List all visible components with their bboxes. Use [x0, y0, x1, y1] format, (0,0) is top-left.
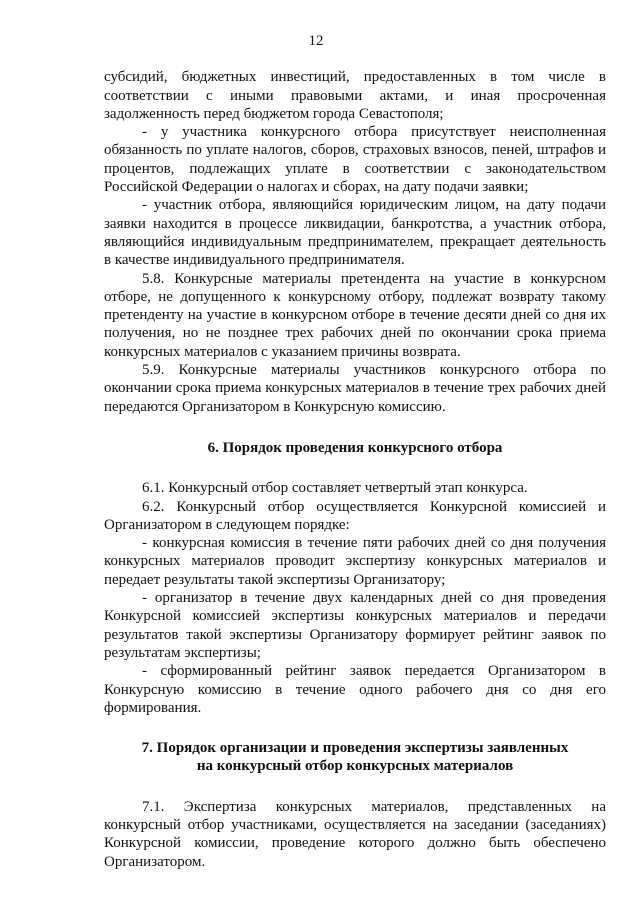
section-7-heading [104, 739, 606, 776]
paragraph-7-1: 7.1. Экспертиза конкурсных материалов, представленных на конкурсный отбор участниками, осуществляется на заседании (заседаниях) Конкурсной комиссии, проведение которого должно быть обеспечено Организатором. [104, 798, 606, 870]
paragraph-subsidy-debt: субсидий, бюджетных инвестиций, предоставленных в том числе в соответствии с иными правовыми актами, и иная просроченная задолженность перед бюджетом города Севастополя; [104, 69, 606, 122]
paragraph-tax-obligation: - у участника конкурсного отбора присутствует неисполненная обязанность по уплате налогов, сборов, страховых взносов, пеней, штрафов и процентов, подлежащих уплате в соответствии с законодательством Российской Федерации о налогах и сборах, на дату подачи заявки; [104, 124, 606, 196]
paragraph-6-2: 6.2. Конкурсный отбор осуществляется Конкурсной комиссией и Организатором в следующем порядке: [104, 498, 606, 533]
section-6-body [104, 479, 606, 717]
section-6-heading: 6. Порядок проведения конкурсного отбора [207, 439, 503, 456]
paragraph-6-2-item-1: - конкурсная комиссия в течение пяти рабочих дней со дня получения конкурсных материалов проводит экспертизу конкурсных материалов и передает результаты такой экспертизы Организатору; [104, 535, 606, 588]
section-7-heading-line-2: на конкурсный отбор конкурсных материалов [196, 758, 514, 775]
section-7-heading-line-1: 7. Порядок организации и проведения экспертизы заявленных [141, 740, 569, 757]
paragraph-5-9: 5.9. Конкурсные материалы участников конкурсного отбора по окончании срока приема конкурсных материалов в течение трех рабочих дней передаются Организатором в Конкурсную комиссию. [104, 362, 606, 415]
page-number: 12 [308, 33, 324, 49]
paragraph-6-2-item-3: - сформированный рейтинг заявок передается Организатором в Конкурсную комиссию в течение одного рабочего дня со дня его формирования. [104, 663, 606, 716]
paragraph-6-2-item-2: - организатор в течение двух календарных дней со дня проведения Конкурсной комиссией экспертизы конкурсных материалов и передачи результатов такой экспертизы Организатору формирует рейтинг заявок по результатам экспертизы; [104, 590, 606, 661]
paragraph-6-1: 6.1. Конкурсный отбор составляет четвертый этап конкурса. [142, 480, 528, 497]
paragraph-5-8: 5.8. Конкурсные материалы претендента на участие в конкурсном отборе, не допущенного к конкурсному отбору, подлежат возврату такому претенденту на участие в конкурсном отборе в течение десяти дней со дня их получения, но не позднее трех рабочих дней по окончании срока приема конкурсных материалов с указанием причины возврата. [104, 270, 606, 360]
section-7-body [104, 798, 606, 871]
paragraph-liquidation: - участник отбора, являющийся юридическим лицом, на дату подачи заявки находится в процессе ликвидации, банкротства, а участник отбора, являющийся индивидуальным предпринимателем, прекращает деятельность в качестве индивидуального предпринимателя. [104, 197, 606, 269]
continued-clauses [104, 68, 606, 416]
